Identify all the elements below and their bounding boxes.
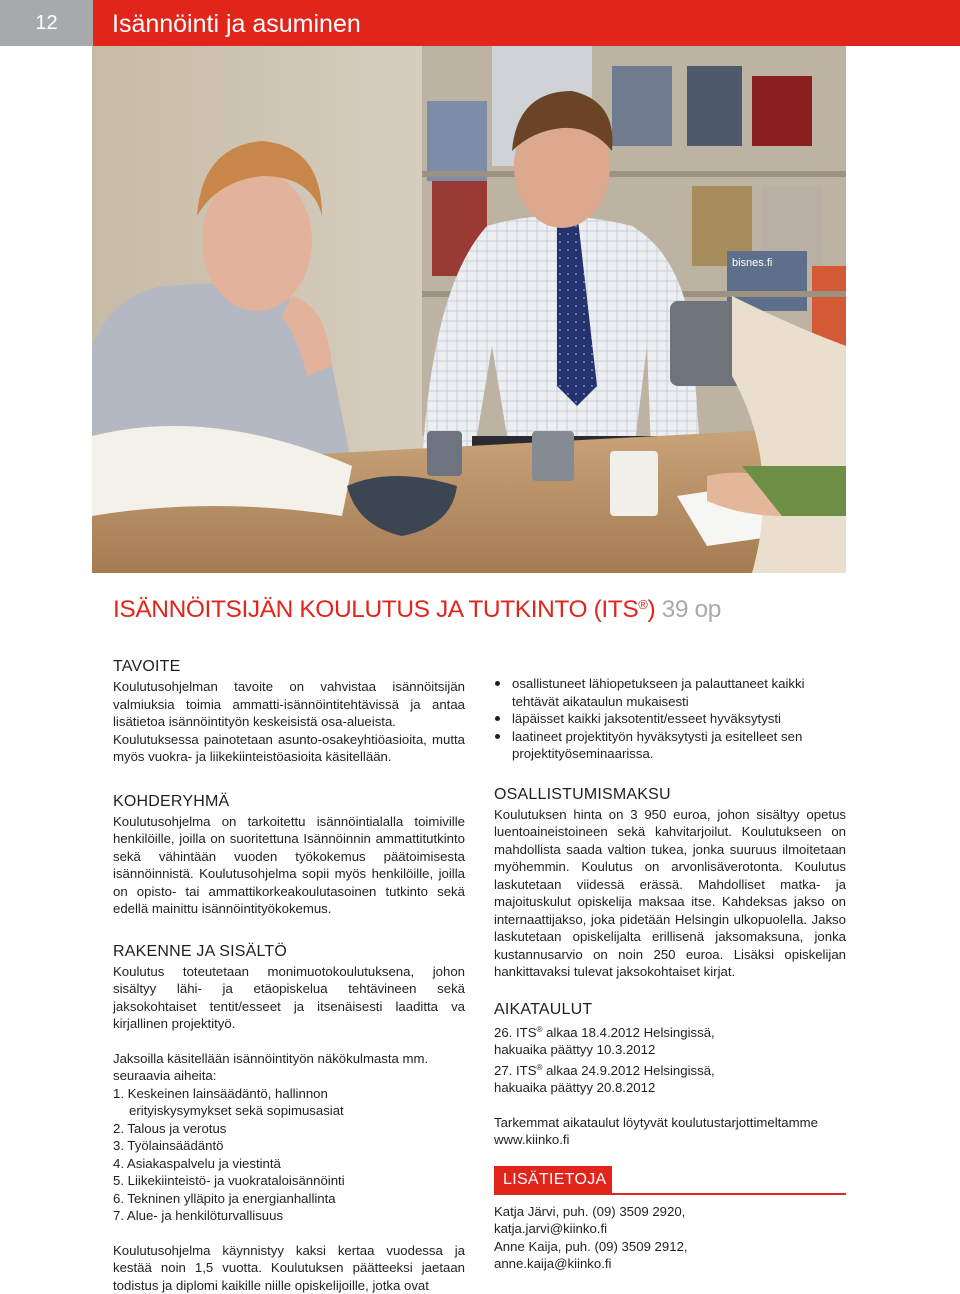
website-link[interactable]: www.kiinko.fi xyxy=(494,1131,846,1149)
bookshelf-label: bisnes.fi xyxy=(732,257,772,269)
rakenne-text-3: Koulutusohjelma käynnistyy kaksi kertaa vuodessa ja kestää noin 1,5 vuotta. Koulutuksen päätteeksi jaetaan todistus ja diplomi kaikille niille opiskelijoille, jotka ovat xyxy=(113,1242,465,1294)
osallistumismaksu-text: Koulutuksen hinta on 3 950 euroa, johon sisältyy opetus luentoaineistoineen sekä kahvitarjoilut. Koulutukseen on mahdollista saada valtion tukea, jonka suuruus ilmoitetaan myöhemmin. Koulutus on arvonlisäverotonta. Koulutus laskutetaan viidessä erässä. Mahdolliset matka- ja majoituskulut opiskelija maksaa itse. Kahdeksas jakso on internaattijakso, joka pidetään Helsingin ulkopuolella. Jakso laskutetaan opiskelijalta erillisenä jaksomaksuna, jonka kustannusarvio on noin 250 euroa. Lisäksi opiskelijan hankittavaksi tulevat jaksokohtaiset kirjat. xyxy=(494,806,846,981)
lisatietoja-section xyxy=(494,1166,846,1195)
list-item: laatineet projektityön hyväksytysti ja esitelleet sen projektityöseminaarissa. xyxy=(494,728,846,763)
tavoite-text-1: Koulutusohjelman tavoite on vahvistaa isännöitsijän valmiuksia toimia ammatti-isännöintitehtävissä ja antaa lisätietoa isännöintityön keskeisistä osa-alueista. xyxy=(113,678,465,731)
list-item: 1. Keskeinen lainsäädäntö, hallinnon erityiskysymykset sekä sopimusasiat xyxy=(113,1085,465,1120)
list-item: läpäisset kaikki jaksotentit/esseet hyväksytysti xyxy=(494,710,846,728)
topic-list xyxy=(113,1085,465,1225)
page-header xyxy=(0,0,960,46)
meeting-photo xyxy=(92,46,846,573)
rakenne-text-2: Jaksoilla käsitellään isännöintityön näkökulmasta mm. seuraavia aiheita: xyxy=(113,1050,465,1085)
list-item: 4. Asiakaspalvelu ja viestintä xyxy=(113,1155,465,1173)
list-item: 6. Tekninen ylläpito ja energianhallinta xyxy=(113,1190,465,1208)
schedule-note: Tarkemmat aikataulut löytyvät koulutustarjottimeltamme xyxy=(494,1114,846,1132)
list-item: 2. Talous ja verotus xyxy=(113,1120,465,1138)
list-item: 5. Liikekiinteistö- ja vuokrataloisännöinti xyxy=(113,1172,465,1190)
schedule-deadline: hakuaika päättyy 20.8.2012 xyxy=(494,1079,846,1097)
rakenne-heading: RAKENNE JA SISÄLTÖ xyxy=(113,942,465,962)
contact-email[interactable]: anne.kaija@kiinko.fi xyxy=(494,1255,846,1273)
tavoite-text-2: Koulutuksessa painotetaan asunto-osakeyhtiöasioita, mutta myös vuokra- ja liikekiinteistöasioita käsitellään. xyxy=(113,731,465,766)
section-title: Isännöinti ja asuminen xyxy=(112,0,361,46)
tavoite-heading: TAVOITE xyxy=(113,657,465,677)
list-item: osallistuneet lähiopetukseen ja palauttaneet kaikki tehtävät aikataulun mukaisesti xyxy=(494,675,846,710)
schedule-item: 26. ITS® alkaa 18.4.2012 Helsingissä, xyxy=(494,1021,846,1042)
credits-label: 39 op xyxy=(662,596,721,623)
contact-line: Katja Järvi, puh. (09) 3509 2920, xyxy=(494,1203,846,1221)
schedule-deadline: hakuaika päättyy 10.3.2012 xyxy=(494,1041,846,1059)
osallistumismaksu-heading: OSALLISTUMISMAKSU xyxy=(494,785,846,805)
contact-email[interactable]: katja.jarvi@kiinko.fi xyxy=(494,1220,846,1238)
schedule-item: 27. ITS® alkaa 24.9.2012 Helsingissä, xyxy=(494,1059,846,1080)
contacts xyxy=(494,1203,846,1273)
lisatietoja-heading: LISÄTIETOJA xyxy=(494,1166,612,1193)
list-item: 3. Työlainsäädäntö xyxy=(113,1137,465,1155)
rakenne-text-1: Koulutus toteutetaan monimuotokoulutuksena, johon sisältyy lähi- ja etäopiskelua tehtävineen sekä jaksokohtaiset tentit/esseet ja itsenäisesti laaditta va kirjallinen projektityö. xyxy=(113,963,465,1033)
contact-line: Anne Kaija, puh. (09) 3509 2912, xyxy=(494,1238,846,1256)
right-column xyxy=(494,675,846,1273)
requirements-list xyxy=(494,675,846,763)
aikataulut-heading: AIKATAULUT xyxy=(494,1000,846,1020)
list-item: 7. Alue- ja henkilöturvallisuus xyxy=(113,1207,465,1225)
main-title: ISÄNNÖITSIJÄN KOULUTUS JA TUTKINTO (ITS®) 39 op xyxy=(113,596,721,624)
page-number: 12 xyxy=(0,0,93,46)
kohderyhma-text: Koulutusohjelma on tarkoitettu isännöintialalla toimiville henkilöille, joilla on suoritettuna Isännöinnin ammattitutkinto sekä vähintään vuoden työkokemus päätoimisesta isännöinnistä. Koulutusohjelma sopii myös henkilöille, joilla on opisto- tai ammattikorkeakoulutasoinen tutkinto sekä edellä mainittu isännöintityökokemus. xyxy=(113,813,465,918)
left-column xyxy=(113,657,465,1294)
kohderyhma-heading: KOHDERYHMÄ xyxy=(113,792,465,812)
